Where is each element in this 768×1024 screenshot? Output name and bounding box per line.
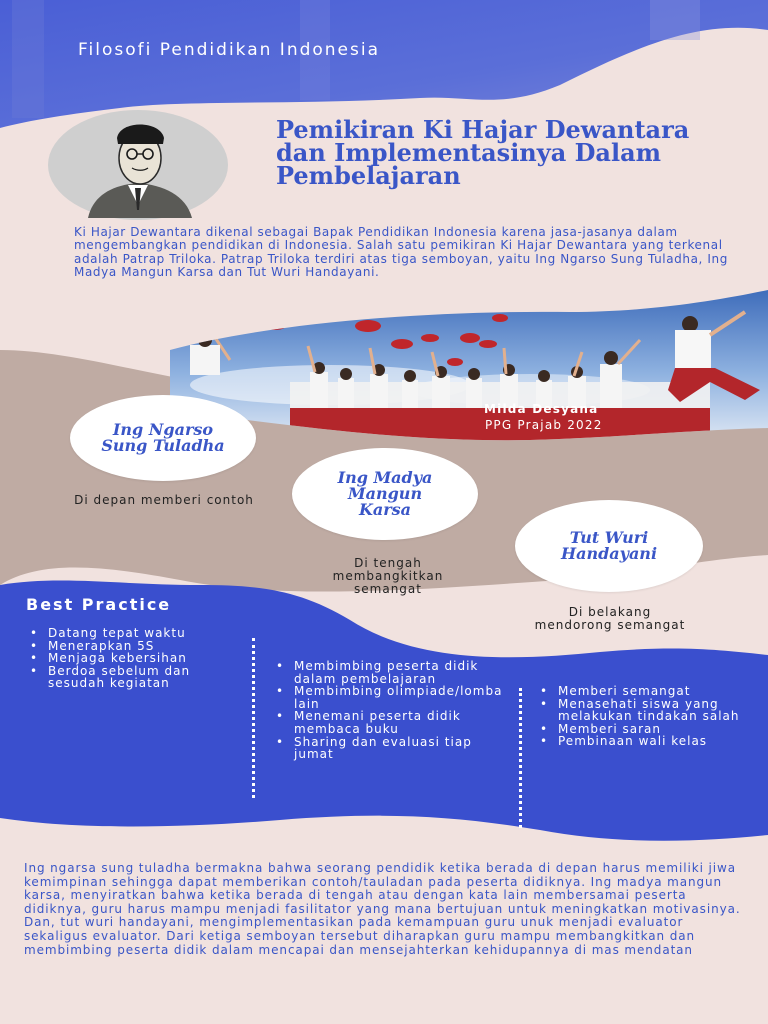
header-title: Filosofi Pendidikan Indonesia	[78, 40, 381, 60]
list-item: • Menjaga kebersihan	[24, 652, 229, 665]
list-item: • Datang tepat waktu	[24, 627, 229, 640]
caption-ing-madya: Di tengah membangkitkan semangat	[332, 556, 444, 596]
list-item: • Membimbing olimpiade/lomba lain	[270, 685, 508, 710]
list-item: • Memberi semangat	[534, 685, 762, 698]
intro-paragraph: Ki Hajar Dewantara dikenal sebagai Bapak Pendidikan Indonesia karena jasa-jasanya dalam mengembangkan pendidikan di Indonesia. Salah satu pemikiran Ki Hajar Dewantara yang terkenal adalah Patrap Triloka. Patrap Triloka terdiri atas tiga semboyan, yaitu Ing Ngarso Sung Tuladha, Ing Madya Mangun Karsa dan Tut Wuri Handayani.	[74, 225, 728, 280]
best-practice-list-2	[270, 660, 508, 761]
students-photo	[170, 290, 768, 442]
ki-hajar-portrait	[48, 110, 228, 220]
main-title: Pemikiran Ki Hajar Dewantara dan Implementasinya Dalam Pembelajaran	[276, 115, 690, 190]
best-practice-list-1	[24, 627, 229, 690]
oval-ing-ngarso	[70, 395, 256, 481]
best-practice-title: Best Practice	[26, 595, 172, 614]
header-stripe-left	[12, 0, 44, 118]
list-item: • Sharing dan evaluasi tiap jumat	[270, 736, 508, 761]
best-practice-list-3	[534, 685, 762, 748]
photo-author-name: Milda Desyana	[484, 402, 599, 416]
oval-title: Ing Madya Mangun Karsa	[337, 468, 433, 519]
list-item: • Memberi saran	[534, 723, 762, 736]
photo-author-program: PPG Prajab 2022	[485, 418, 603, 432]
list-item: • Pembinaan wali kelas	[534, 735, 762, 748]
list-item: • Menemani peserta didik membaca buku	[270, 710, 508, 735]
oval-title: Ing Ngarso Sung Tuladha	[101, 420, 225, 455]
header-stripe-right	[650, 0, 700, 40]
caption-tut-wuri: Di belakang mendorong semangat	[534, 605, 686, 632]
list-item: • Menerapkan 5S	[24, 640, 229, 653]
column-divider-2	[519, 688, 522, 828]
caption-ing-ngarso: Di depan memberi contoh	[74, 493, 254, 507]
oval-ing-madya	[292, 448, 478, 540]
list-item: • Menasehati siswa yang melakukan tindakan salah	[534, 698, 762, 723]
oval-tut-wuri	[515, 500, 703, 592]
column-divider-1	[252, 638, 255, 798]
list-item: • Membimbing peserta didik dalam pembelajaran	[270, 660, 508, 685]
list-item: • Berdoa sebelum dan sesudah kegiatan	[24, 665, 229, 690]
conclusion-paragraph: Ing ngarsa sung tuladha bermakna bahwa seorang pendidik ketika berada di depan harus memiliki jiwa kemimpinan sehingga dapat memberikan contoh/tauladan pada peserta didiknya. Ing madya mangun karsa, menyiratkan bahwa ketika berada di tengah atau dengan kata lain membersamai peserta didiknya, guru harus mampu menjadi fasilitator yang mana bertujuan untuk meningkatkan motivasinya. Dan, tut wuri handayani, mengimplementasikan pada kemampuan guru unuk menjadi evaluator sekaligus evaluator. Dari ketiga semboyan tersebut diharapkan guru mampu membangkitkan dan membimbing peserta didik dalam mencapai dan mensejahterkan kehidupannya di mas mendatan	[24, 861, 741, 957]
oval-title: Tut Wuri Handayani	[560, 528, 658, 563]
